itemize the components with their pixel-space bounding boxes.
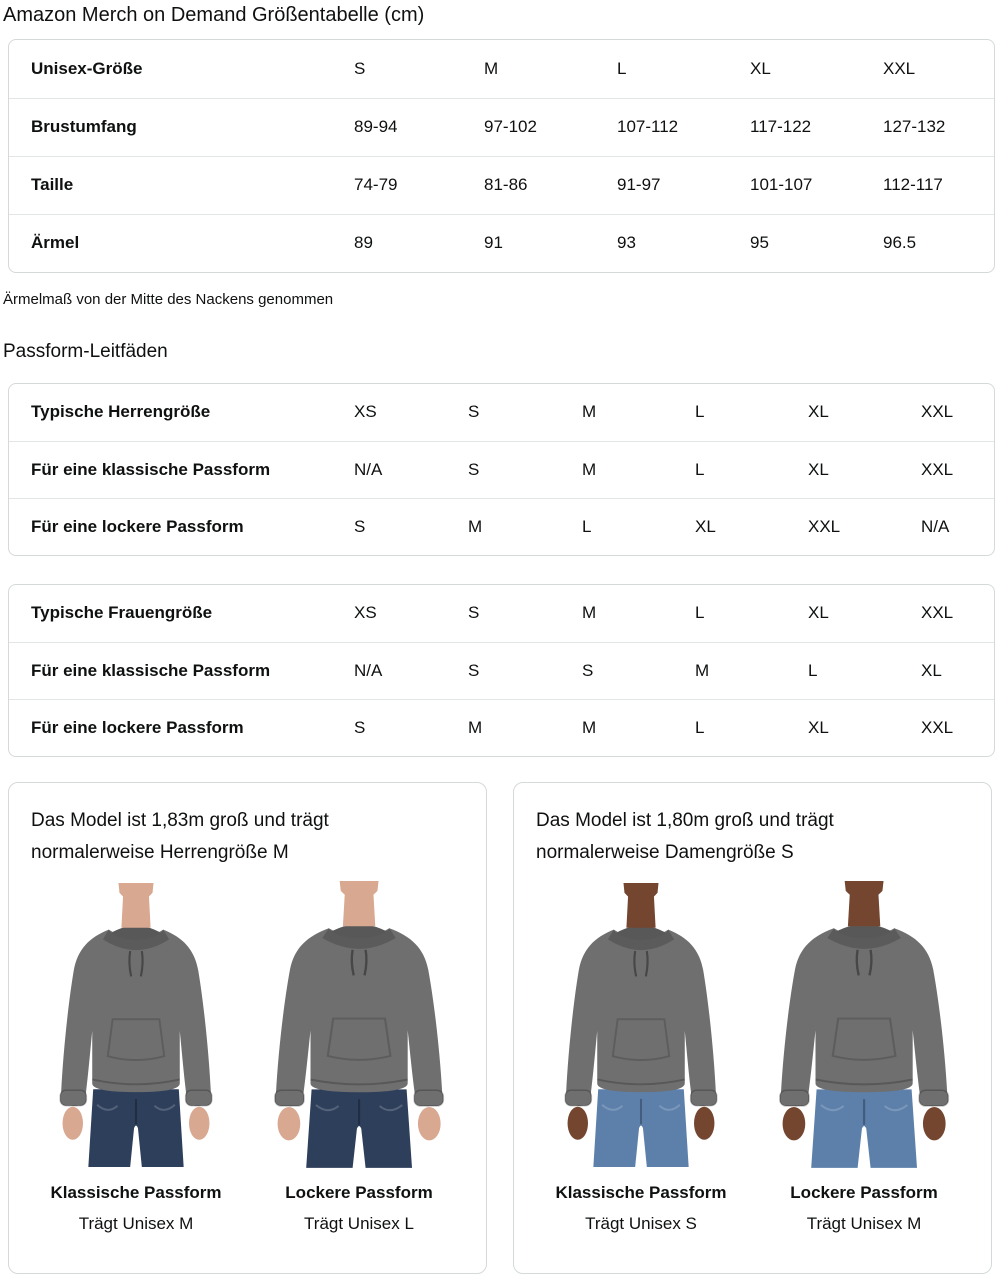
female-model-classic-fit-photo — [534, 881, 748, 1169]
size-column-header: XS — [354, 402, 377, 422]
size-cell: 107-112 — [617, 98, 750, 156]
male-model-loose-fit-photo — [252, 881, 466, 1169]
table-row-sleeve — [9, 214, 994, 272]
size-cell: 117-122 — [750, 98, 883, 156]
fit-table-title: Typische Herrengröße — [31, 402, 211, 422]
model-figure-loose — [757, 881, 971, 1235]
table-row-waist — [9, 156, 994, 214]
size-column-header: XS — [354, 603, 377, 623]
size-cell: XL — [808, 441, 921, 498]
female-model-card — [513, 782, 992, 1274]
male-model-card — [8, 782, 487, 1274]
size-cell: XXL — [808, 498, 921, 555]
model-cards-row — [8, 782, 992, 1274]
size-cell: XXL — [921, 699, 994, 756]
size-cell: S — [354, 498, 468, 555]
size-column-header: S — [468, 603, 480, 623]
size-column-header: XL — [808, 603, 829, 623]
size-column-header: L — [695, 402, 705, 422]
model-photos-row — [534, 881, 971, 1235]
fit-table-header-row — [9, 384, 994, 441]
size-cell: L — [695, 699, 808, 756]
unisex-size-table — [9, 40, 994, 272]
size-cell: 97-102 — [484, 98, 617, 156]
size-column-header: M — [484, 58, 499, 78]
size-cell: S — [354, 699, 468, 756]
size-cell: M — [582, 441, 695, 498]
size-worn-label: Trägt Unisex S — [585, 1214, 697, 1233]
womens-fit-table — [9, 585, 994, 756]
size-cell: 91 — [484, 214, 617, 272]
size-cell: 95 — [750, 214, 883, 272]
size-cell: M — [695, 642, 808, 699]
size-table-header-row — [9, 40, 994, 98]
fit-table-header-row — [9, 585, 994, 642]
size-column-header: XL — [750, 58, 771, 78]
size-table-title: Unisex-Größe — [31, 58, 143, 78]
size-cell: 89-94 — [354, 98, 484, 156]
male-model-classic-fit-photo — [29, 881, 243, 1169]
size-cell: 101-107 — [750, 156, 883, 214]
size-cell: 74-79 — [354, 156, 484, 214]
size-cell: 91-97 — [617, 156, 750, 214]
size-column-header: XXL — [921, 402, 954, 422]
size-worn-label: Trägt Unisex M — [806, 1214, 922, 1233]
page-title: Amazon Merch on Demand Größentabelle (cm) — [3, 4, 425, 26]
row-label: Taille — [9, 156, 354, 214]
size-cell: 127-132 — [883, 98, 994, 156]
size-cell: S — [582, 642, 695, 699]
size-cell: N/A — [354, 441, 468, 498]
row-label: Für eine lockere Passform — [9, 498, 354, 555]
model-description: Das Model ist 1,83m groß und trägt normalerweise Herrengröße M — [31, 810, 329, 863]
size-cell: L — [808, 642, 921, 699]
size-cell: L — [582, 498, 695, 555]
size-cell: XL — [921, 642, 994, 699]
size-cell: 93 — [617, 214, 750, 272]
sleeve-measure-footnote: Ärmelmaß von der Mitte des Nackens genommen — [3, 291, 334, 308]
table-row-loose-fit — [9, 699, 994, 756]
size-cell: L — [695, 441, 808, 498]
fit-guides-heading: Passform-Leitfäden — [3, 341, 168, 362]
size-column-header: L — [695, 603, 705, 623]
row-label: Für eine klassische Passform — [9, 642, 354, 699]
size-worn-label: Trägt Unisex L — [304, 1214, 414, 1233]
size-column-header: L — [617, 58, 627, 78]
model-photos-row — [29, 881, 466, 1235]
fit-label: Klassische Passform — [555, 1183, 727, 1202]
size-cell: N/A — [354, 642, 468, 699]
row-label: Ärmel — [9, 214, 354, 272]
size-worn-label: Trägt Unisex M — [78, 1214, 194, 1233]
size-cell: XL — [808, 699, 921, 756]
size-column-header: XXL — [921, 603, 954, 623]
row-label: Für eine klassische Passform — [9, 441, 354, 498]
size-cell: 89 — [354, 214, 484, 272]
size-column-header: XL — [808, 402, 829, 422]
size-cell: 96.5 — [883, 214, 994, 272]
fit-label: Klassische Passform — [50, 1183, 222, 1202]
table-row-classic-fit — [9, 642, 994, 699]
size-cell: M — [582, 699, 695, 756]
model-figure-loose — [252, 881, 466, 1235]
row-label: Für eine lockere Passform — [9, 699, 354, 756]
table-row-loose-fit — [9, 498, 994, 555]
size-column-header: XXL — [883, 58, 916, 78]
model-description: Das Model ist 1,80m groß und trägt normalerweise Damengröße S — [536, 810, 834, 863]
fit-label: Lockere Passform — [790, 1183, 938, 1202]
size-cell: M — [468, 699, 582, 756]
unisex-size-table-card — [8, 39, 995, 273]
mens-fit-table — [9, 384, 994, 555]
size-cell: S — [468, 642, 582, 699]
size-column-header: M — [582, 603, 597, 623]
size-column-header: S — [468, 402, 480, 422]
womens-fit-table-card — [8, 584, 995, 757]
fit-table-title: Typische Frauengröße — [31, 603, 213, 623]
table-row-classic-fit — [9, 441, 994, 498]
size-cell: XXL — [921, 441, 994, 498]
size-cell: M — [468, 498, 582, 555]
mens-fit-table-card — [8, 383, 995, 556]
size-column-header: S — [354, 58, 366, 78]
female-model-loose-fit-photo — [757, 881, 971, 1169]
size-cell: 112-117 — [883, 156, 994, 214]
size-cell: N/A — [921, 498, 994, 555]
model-figure-classic — [534, 881, 748, 1235]
table-row-chest — [9, 98, 994, 156]
size-column-header: M — [582, 402, 597, 422]
size-cell: 81-86 — [484, 156, 617, 214]
size-cell: S — [468, 441, 582, 498]
fit-label: Lockere Passform — [285, 1183, 433, 1202]
model-figure-classic — [29, 881, 243, 1235]
size-cell: XL — [695, 498, 808, 555]
row-label: Brustumfang — [9, 98, 354, 156]
